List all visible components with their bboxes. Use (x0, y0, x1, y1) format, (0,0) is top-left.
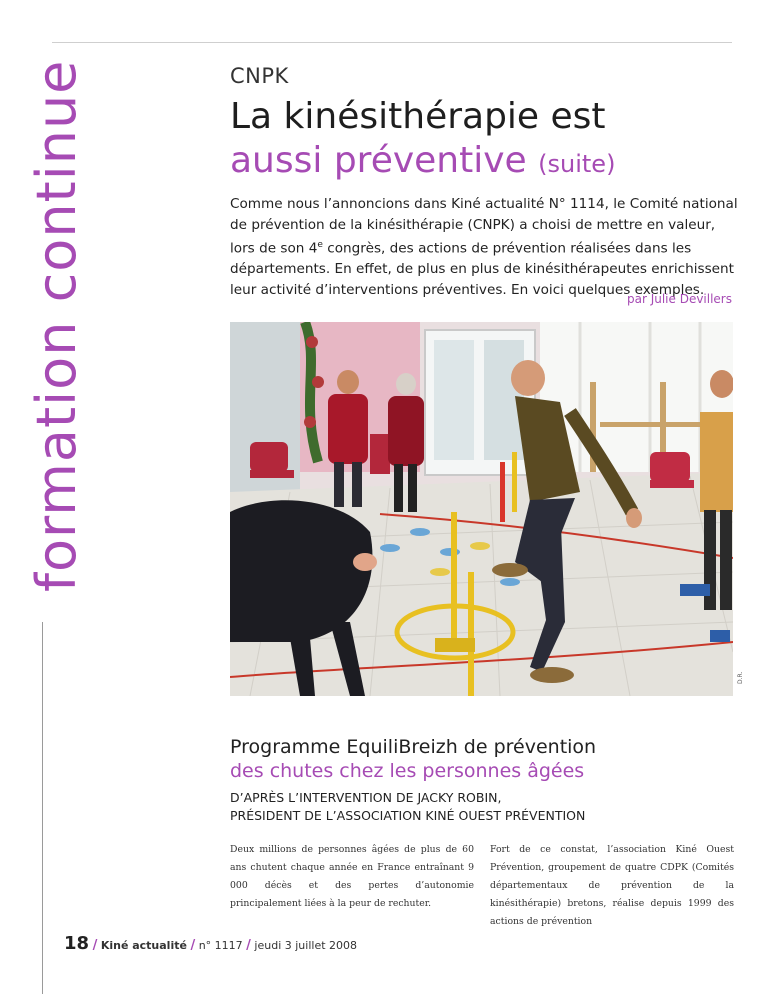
article-title-highlight: aussi préventive (230, 140, 527, 181)
footer-separator-3: / (246, 938, 251, 953)
top-rule (52, 42, 732, 43)
page-number: 18 (64, 933, 90, 954)
issue-number: n° 1117 (198, 939, 243, 952)
lede-superscript: e (317, 240, 323, 250)
article-title-line1: La kinésithérapie est (230, 96, 606, 137)
article-title-suffix: (suite) (538, 150, 616, 178)
article-title-line2 (230, 139, 615, 186)
program-title: Programme EquiliBreizh de prévention (230, 736, 597, 758)
article-lede (230, 194, 740, 300)
publication-name: Kiné actualité (100, 939, 187, 952)
section-label: formation continue (25, 59, 88, 592)
page-footer (64, 933, 357, 954)
article-photo (230, 322, 733, 696)
lede-part1: Comme nous l’annoncions dans Kiné actualité N° 1114, le Comité national de prévention de la kinésithérapie (CNPK) a choisi de mettre en valeur, lors de son 4 (230, 196, 738, 257)
side-rule (42, 622, 43, 994)
author-line2: PRÉSIDENT DE L’ASSOCIATION KINÉ OUEST PRÉVENTION (230, 808, 586, 823)
footer-separator-2: / (190, 938, 196, 953)
photo-illustration (230, 322, 733, 696)
body-column-right: Fort de ce constat, l’association Kiné Ouest Prévention, groupement de quatre CDPK (Comités départementaux de prévention de la kinésithérapie) bretons, réalise depuis 1999 des actions de prévention (490, 844, 734, 927)
byline: par Julie Devillers (626, 292, 732, 306)
program-author (230, 789, 585, 825)
program-subtitle: des chutes chez les personnes âgées (230, 760, 585, 782)
footer-separator: / (92, 938, 98, 953)
lede-part2: congrès, des actions de prévention réalisées dans les départements. En effet, de plus en plus de kinésithérapeutes enrichissent leur activité d’interventions préventives. En voici quelques exemples. (230, 240, 734, 298)
author-line1: D’APRÈS L’INTERVENTION DE JACKY ROBIN, (230, 790, 502, 805)
photo-credit: D.R. (737, 671, 744, 684)
article-kicker: CNPK (230, 64, 289, 88)
issue-date: jeudi 3 juillet 2008 (254, 939, 358, 952)
body-column-left: Deux millions de personnes âgées de plus de 60 ans chutent chaque année en France entraînant 9 000 décès et des pertes d’autonomie principalement liées à la peur de rechuter. (230, 844, 474, 909)
